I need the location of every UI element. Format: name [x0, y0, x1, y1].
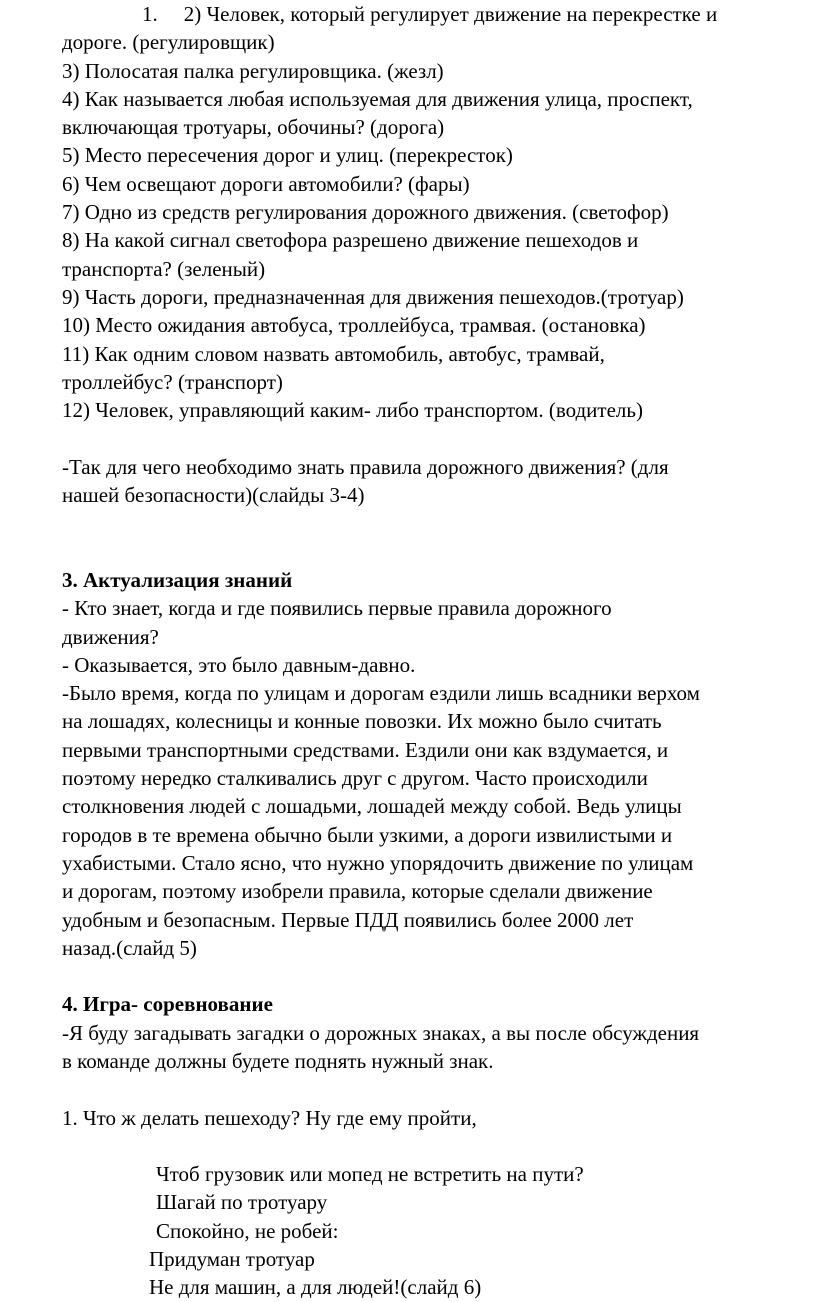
paragraph-line: - Кто знает, когда и где появились первые правила дорожного — [62, 596, 612, 621]
document-page — [62, 0, 814, 1302]
paragraph-line: - Оказывается, это было давным-давно. — [62, 652, 416, 677]
paragraph-line: поэтому нередко сталкивались друг с другом. Часто происходили — [62, 766, 648, 791]
paragraph-line: движения? — [62, 624, 159, 649]
section-4 — [62, 990, 814, 1301]
question-line: 10) Место ожидания автобуса, троллейбуса, трамвая. (остановка) — [62, 313, 646, 338]
paragraph-line: и дорогам, поэтому изобрели правила, которые сделали движение — [62, 879, 653, 904]
spacer — [62, 962, 814, 990]
question-line: 11) Как одним словом назвать автомобиль, автобус, трамвай, — [62, 341, 605, 366]
poem-line: Шагай по тротуару — [156, 1190, 328, 1215]
paragraph-line: нашей безопасности)(слайды 3-4) — [62, 483, 365, 508]
paragraph-line: -Я буду загадывать загадки о дорожных знаках, а вы после обсуждения — [62, 1020, 700, 1045]
spacer — [62, 538, 814, 566]
question-line: дороге. (регулировщик) — [62, 30, 275, 55]
question-line: транспорта? (зеленый) — [62, 256, 266, 281]
question-line: 5) Место пересечения дорог и улиц. (перекресток) — [62, 143, 513, 168]
paragraph-line: городов в те времена обычно были узкими, а дороги извилистыми и — [62, 822, 673, 847]
spacer — [62, 424, 814, 452]
section-heading: 4. Игра- соревнование — [62, 992, 273, 1017]
riddle-line: 1. Что ж делать пешеходу? Ну где ему пройти, — [62, 1105, 477, 1130]
spacer — [62, 1132, 814, 1160]
paragraph-line: ухабистыми. Стало ясно, что нужно упорядочить движение по улицам — [62, 850, 694, 875]
question-line: 3) Полосатая палка регулировщика. (жезл) — [62, 58, 444, 83]
poem-line: Чтоб грузовик или мопед не встретить на пути? — [156, 1162, 584, 1187]
question-line: 12) Человек, управляющий каким- либо транспортом. (водитель) — [62, 398, 643, 423]
question-line: 4) Как называется любая используемая для движения улица, проспект, — [62, 86, 693, 111]
paragraph-line: первыми транспортными средствами. Ездили они как вздумается, и — [62, 737, 669, 762]
question-line: 8) На какой сигнал светофора разрешено движение пешеходов и — [62, 228, 639, 253]
why-block — [62, 453, 814, 510]
section-heading: 3. Актуализация знаний — [62, 567, 293, 592]
question-line: троллейбус? (транспорт) — [62, 369, 283, 394]
paragraph-line: -Было время, когда по улицам и дорогам ездили лишь всадники верхом — [62, 681, 700, 706]
paragraph-line: столкновения людей с лошадьми, лошадей между собой. Ведь улицы — [62, 794, 682, 819]
paragraph-line: в команде должны будете поднять нужный знак. — [62, 1048, 494, 1073]
spacer — [62, 1075, 814, 1103]
poem-line: Не для машин, а для людей!(слайд 6) — [149, 1275, 482, 1300]
question-line: 7) Одно из средств регулирования дорожного движения. (светофор) — [62, 200, 669, 225]
list-number: 1. — [142, 2, 158, 26]
questions-block — [62, 0, 814, 424]
question-line-2: 1. 2) Человек, который регулирует движение на перекрестке и — [62, 0, 814, 28]
paragraph-line: на лошадях, колесницы и конные повозки. Их можно было считать — [62, 709, 662, 734]
question-line: включающая тротуары, обочины? (дорога) — [62, 115, 445, 140]
paragraph-line: удобным и безопасным. Первые ПДД появились более 2000 лет — [62, 907, 634, 932]
poem-line: Спокойно, не робей: — [156, 1218, 339, 1243]
spacer — [62, 509, 814, 537]
paragraph-line: назад.(слайд 5) — [62, 935, 197, 960]
section-3 — [62, 566, 814, 962]
question-line: 6) Чем освещают дороги автомобили? (фары) — [62, 171, 470, 196]
paragraph-line: -Так для чего необходимо знать правила дорожного движения? (для — [62, 454, 669, 479]
poem-line: Придуман тротуар — [149, 1247, 315, 1272]
riddle-poem — [62, 1160, 814, 1301]
question-line: 9) Часть дороги, предназначенная для движения пешеходов.(тротуар) — [62, 284, 684, 309]
